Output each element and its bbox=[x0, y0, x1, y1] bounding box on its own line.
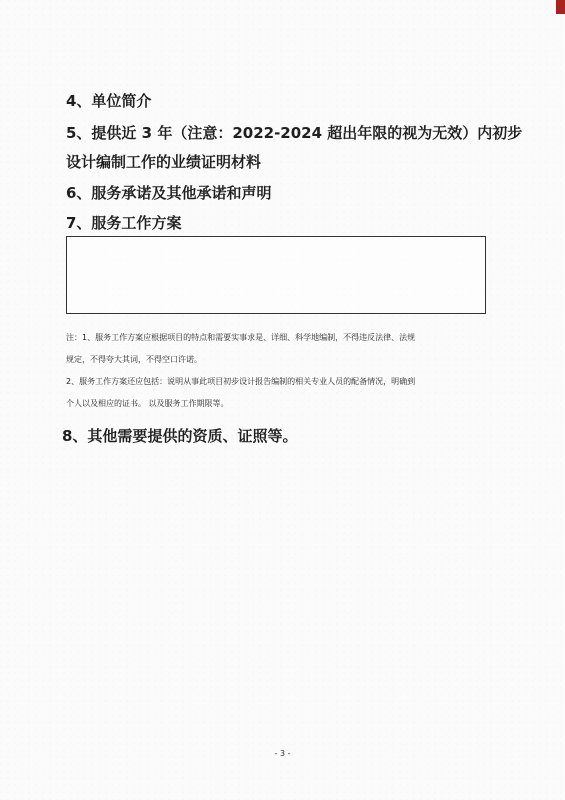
item-6-heading: 6、服务承诺及其他承诺和声明 bbox=[66, 184, 272, 202]
note-2-line-2: 个人以及相应的证书。 以及服务工作期限等。 bbox=[66, 399, 229, 408]
item-8-heading: 8、其他需要提供的资质、证照等。 bbox=[62, 427, 298, 445]
item-5-heading-line1: 5、提供近 3 年（注意：2022-2024 超出年限的视为无效）内初步 bbox=[66, 124, 523, 142]
note-1-line-2: 规定，不得夸大其词，不得空口许诺。 bbox=[66, 355, 202, 364]
note-2-line-1: 2、服务工作方案还应包括：说明从事此项目初步设计报告编制的相关专业人员的配备情况，明确到 bbox=[66, 377, 416, 386]
note-1-line-1: 注：1、服务工作方案应根据项目的特点和需要实事求是、详细、科学地编制，不得违反法律、法规 bbox=[66, 333, 416, 342]
red-edge-mark bbox=[556, 0, 565, 14]
service-plan-box bbox=[66, 236, 486, 314]
item-4-heading: 4、单位简介 bbox=[66, 92, 152, 110]
item-5-heading-line2: 设计编制工作的业绩证明材料 bbox=[66, 153, 262, 171]
item-7-heading: 7、服务工作方案 bbox=[66, 214, 182, 232]
page-number: - 3 - bbox=[274, 749, 291, 758]
